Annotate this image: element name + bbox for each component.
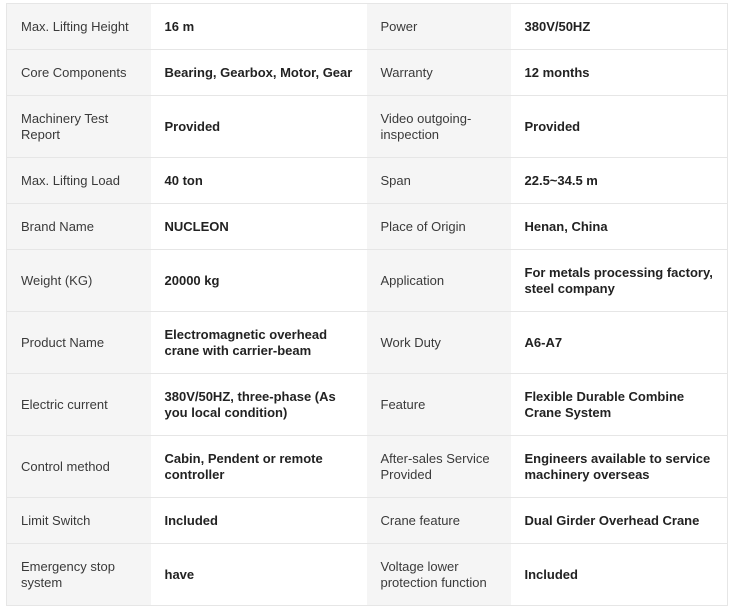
spec-value: A6-A7	[511, 312, 728, 374]
spec-value: Dual Girder Overhead Crane	[511, 498, 728, 544]
spec-row	[7, 158, 728, 204]
spec-label: Emergency stop system	[7, 544, 151, 606]
spec-value: Flexible Durable Combine Crane System	[511, 374, 728, 436]
spec-row	[7, 436, 728, 498]
spec-row	[7, 204, 728, 250]
spec-row	[7, 544, 728, 606]
spec-label: Brand Name	[7, 204, 151, 250]
spec-label: Video outgoing-inspection	[367, 96, 511, 158]
spec-row	[7, 498, 728, 544]
spec-value: Bearing, Gearbox, Motor, Gear	[151, 50, 367, 96]
spec-value: Provided	[511, 96, 728, 158]
spec-label: Weight (KG)	[7, 250, 151, 312]
spec-label: Limit Switch	[7, 498, 151, 544]
spec-label: Warranty	[367, 50, 511, 96]
spec-label: Product Name	[7, 312, 151, 374]
spec-value: 16 m	[151, 4, 367, 50]
spec-value: Included	[511, 544, 728, 606]
spec-label: Electric current	[7, 374, 151, 436]
spec-value: Cabin, Pendent or remote controller	[151, 436, 367, 498]
spec-label: Max. Lifting Load	[7, 158, 151, 204]
spec-value: 380V/50HZ	[511, 4, 728, 50]
spec-row	[7, 50, 728, 96]
spec-value: have	[151, 544, 367, 606]
spec-row	[7, 250, 728, 312]
spec-value: Electromagnetic overhead crane with carrier-beam	[151, 312, 367, 374]
spec-label: Place of Origin	[367, 204, 511, 250]
spec-label: Power	[367, 4, 511, 50]
spec-label: Application	[367, 250, 511, 312]
spec-label: Span	[367, 158, 511, 204]
spec-value: 12 months	[511, 50, 728, 96]
spec-value: For metals processing factory, steel company	[511, 250, 728, 312]
spec-label: Machinery Test Report	[7, 96, 151, 158]
spec-label: Feature	[367, 374, 511, 436]
spec-value: 20000 kg	[151, 250, 367, 312]
spec-row	[7, 374, 728, 436]
spec-label: Core Components	[7, 50, 151, 96]
spec-label: Crane feature	[367, 498, 511, 544]
spec-row	[7, 4, 728, 50]
spec-label: Max. Lifting Height	[7, 4, 151, 50]
spec-label: Voltage lower protection function	[367, 544, 511, 606]
spec-label: Work Duty	[367, 312, 511, 374]
spec-value: 40 ton	[151, 158, 367, 204]
spec-row	[7, 96, 728, 158]
spec-value: NUCLEON	[151, 204, 367, 250]
spec-value: 22.5~34.5 m	[511, 158, 728, 204]
spec-label: Control method	[7, 436, 151, 498]
spec-value: Engineers available to service machinery overseas	[511, 436, 728, 498]
spec-value: Included	[151, 498, 367, 544]
spec-value: Henan, China	[511, 204, 728, 250]
spec-value: Provided	[151, 96, 367, 158]
spec-value: 380V/50HZ, three-phase (As you local condition)	[151, 374, 367, 436]
spec-row	[7, 312, 728, 374]
spec-label: After-sales Service Provided	[367, 436, 511, 498]
product-spec-table	[6, 3, 728, 606]
